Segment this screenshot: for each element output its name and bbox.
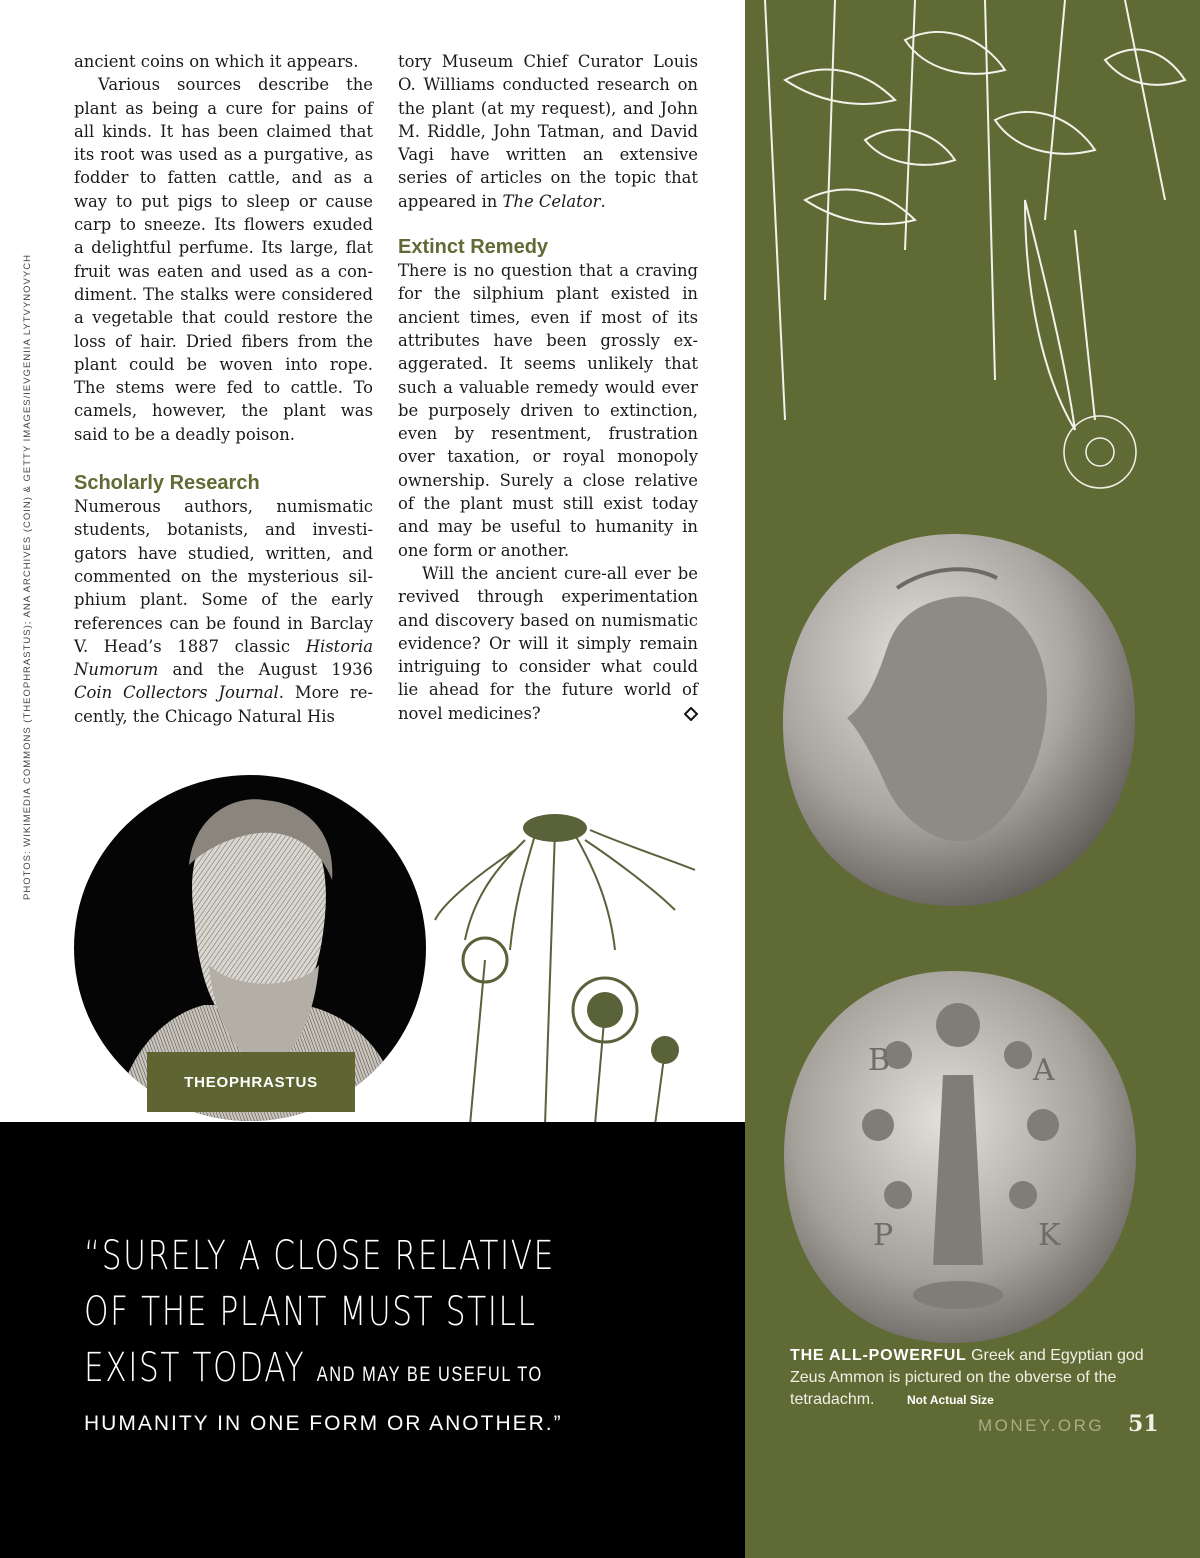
coin-caption — [790, 1345, 1170, 1411]
portrait-label: THEOPHRASTUS — [147, 1052, 355, 1112]
coin-letter: B — [868, 1043, 891, 1078]
article-column-2 — [398, 50, 698, 727]
coin-reverse-silphium — [778, 965, 1142, 1347]
paragraph: Various sources describe the plant as being a cure for pains of all kinds. It has been claimed that its root was used as a purgative, as fodder to fatten cattle, and as a way to put pigs to sleep or cause carp to sneeze. Its flowers exuded a delightful perfume. Its large, flat fruit was eaten and used as a condiment. The stalks were considered a vegetable that could restore the loss of hair. Dried fibers from the plant could be woven into rope. The stems were fed to cattle. To camels, however, the plant was said to be a deadly poison. — [74, 75, 373, 444]
end-mark-icon — [660, 704, 698, 727]
article-column-1 — [74, 50, 373, 728]
quote-line: EXIST TODAY AND MAY BE USEFUL TO — [84, 1345, 543, 1391]
coin-obverse-zeus-ammon — [777, 528, 1142, 913]
size-note: Not Actual Size — [906, 1393, 994, 1407]
caption-body: Greek and Egyptian god Zeus Ammon is pictured on the obverse of the tetradachm. — [790, 1347, 1144, 1408]
quote-line: “SURELY A CLOSE RELATIVE — [84, 1233, 555, 1279]
footer-site: MONEY.ORG — [978, 1416, 1105, 1435]
paragraph: Will the ancient cure-all ever be revived through experimentation and discovery based on numismatic evidence? Or will it simply remain intriguing to consider what could lie ahead for the future world of novel medicines? — [398, 562, 698, 725]
caption-lead: THE ALL-POWERFUL — [790, 1347, 967, 1364]
pull-quote — [84, 1228, 724, 1445]
coin-letter: P — [873, 1218, 894, 1253]
paragraph: tory Museum Chief Curator Louis O. Williams conducted research on the plant (at my request), and John M. Riddle, John Tatman, and David Vagi have written an extensive series of articles on the topic that appeared in The Celator. — [398, 52, 698, 211]
page-number: 51 — [1128, 1411, 1159, 1437]
herb-line-art — [745, 0, 1200, 560]
paragraph: There is no question that a craving for the silphium plant existed in ancient times, even if most of its attributes have been grossly exaggerated. It seems unlikely that such a valuable remedy would ever be purposely driven to extinction, even by resentment, frustration over taxation, or royal monopoly ownership. Surely a close relative of the plant must still exist today and may be useful to humanity in one form or another. — [398, 261, 698, 560]
paragraph: Numerous authors, numismatic students, botanists, and investigators have studied, written, and commented on the mysterious silphium plant. Some of the early references can be found in Barclay V. Head’s 1887 classic Historia Numorum and the August 1936 Coin Collectors Journal. More recently, the Chicago Natural His — [74, 497, 373, 726]
section-heading: Extinct Remedy — [398, 236, 549, 259]
paragraph: ancient coins on which it appears. — [74, 52, 359, 71]
section-heading: Scholarly Research — [74, 472, 260, 495]
coin-letter: K — [1038, 1218, 1061, 1253]
quote-line: HUMANITY IN ONE FORM OR ANOTHER.” — [84, 1412, 563, 1435]
quote-line: OF THE PLANT MUST STILL — [84, 1289, 537, 1335]
botanical-illustration — [425, 810, 725, 1125]
coin-letter: A — [1033, 1053, 1055, 1088]
photo-credit: PHOTOS: WIKIMEDIA COMMONS (THEOPHRASTUS); ANA ARCHIVES (COIN) & GETTY IMAGES/IEVGENIIA LYTVYNOVYCH — [22, 254, 33, 900]
